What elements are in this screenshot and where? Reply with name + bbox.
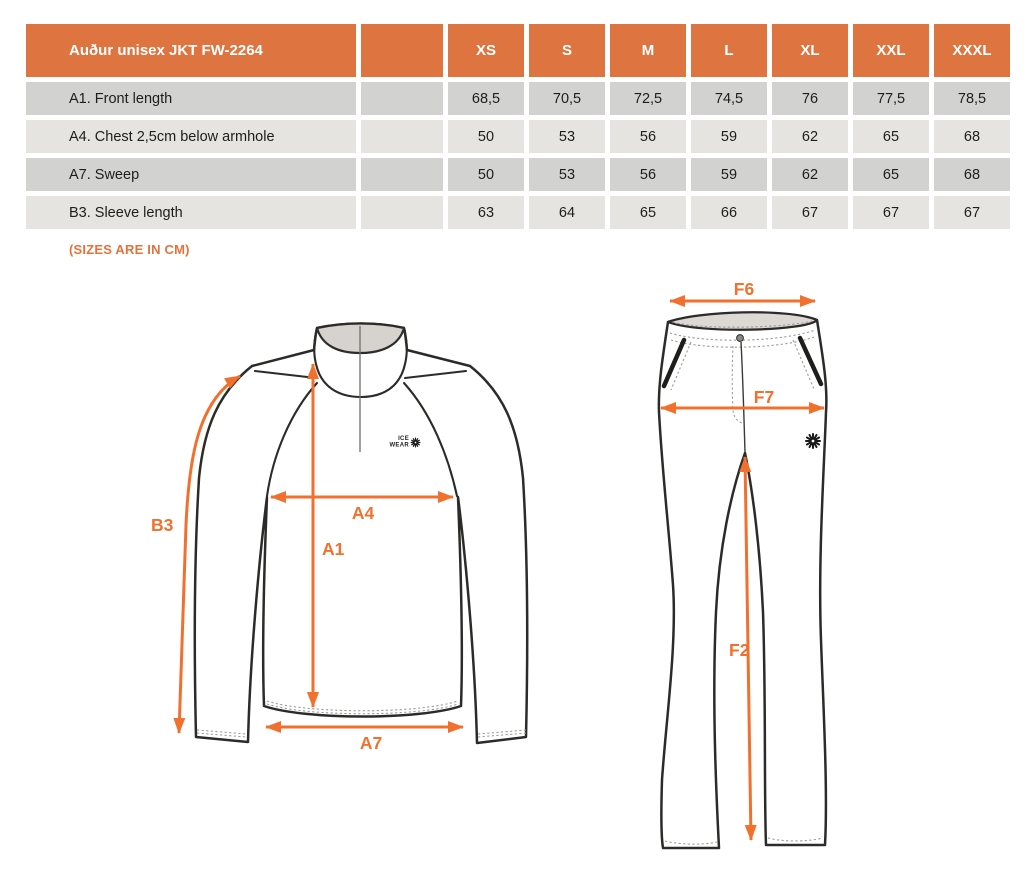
cell-value: 68 <box>934 120 1010 153</box>
table-header-row <box>26 24 1010 77</box>
a1-measure-label: A1 <box>322 539 345 559</box>
sizes-in-cm-note: (SIZES ARE IN CM) <box>69 242 190 257</box>
cell-value: 65 <box>853 158 929 191</box>
table-row <box>26 120 1010 153</box>
spacer-cell <box>361 120 443 153</box>
cell-value: 59 <box>691 158 767 191</box>
b3-measure-label: B3 <box>151 515 174 535</box>
cell-value: 67 <box>853 196 929 229</box>
cell-value: 62 <box>772 120 848 153</box>
size-header-xs: XS <box>448 24 524 77</box>
table-row <box>26 158 1010 191</box>
logo-text-wear: WEAR <box>389 442 409 449</box>
table-row <box>26 196 1010 229</box>
f2-measure-label: F2 <box>729 640 750 660</box>
size-table <box>21 19 1015 234</box>
f6-measure-label: F6 <box>733 279 755 299</box>
cell-value: 66 <box>691 196 767 229</box>
a4-measure-label: A4 <box>351 503 375 523</box>
cell-value: 50 <box>448 158 524 191</box>
jacket-diagram <box>140 295 580 780</box>
a7-measure-label: A7 <box>359 733 383 753</box>
cell-value: 62 <box>772 158 848 191</box>
cell-value: 56 <box>610 158 686 191</box>
cell-value: 68 <box>934 158 1010 191</box>
cell-value: 77,5 <box>853 82 929 115</box>
cell-value: 74,5 <box>691 82 767 115</box>
cell-value: 78,5 <box>934 82 1010 115</box>
row-label: A4. Chest 2,5cm below armhole <box>26 120 356 153</box>
pants-diagram <box>640 278 840 868</box>
size-header-l: L <box>691 24 767 77</box>
row-label: A1. Front length <box>26 82 356 115</box>
size-header-s: S <box>529 24 605 77</box>
jacket-outline <box>195 324 527 744</box>
size-header-xxl: XXL <box>853 24 929 77</box>
cell-value: 56 <box>610 120 686 153</box>
f7-measure-label: F7 <box>753 387 775 407</box>
logo-text-ice: ICE <box>398 436 409 442</box>
cell-value: 68,5 <box>448 82 524 115</box>
spacer-cell <box>361 82 443 115</box>
size-header-xxxl: XXXL <box>934 24 1010 77</box>
row-label: B3. Sleeve length <box>26 196 356 229</box>
header-spacer-cell <box>361 24 443 77</box>
product-title: Auður unisex JKT FW-2264 <box>26 24 356 77</box>
cell-value: 53 <box>529 158 605 191</box>
size-header-m: M <box>610 24 686 77</box>
cell-value: 67 <box>772 196 848 229</box>
row-label: A7. Sweep <box>26 158 356 191</box>
cell-value: 65 <box>853 120 929 153</box>
cell-value: 53 <box>529 120 605 153</box>
cell-value: 70,5 <box>529 82 605 115</box>
size-header-xl: XL <box>772 24 848 77</box>
spacer-cell <box>361 158 443 191</box>
cell-value: 59 <box>691 120 767 153</box>
cell-value: 65 <box>610 196 686 229</box>
cell-value: 50 <box>448 120 524 153</box>
cell-value: 63 <box>448 196 524 229</box>
cell-value: 64 <box>529 196 605 229</box>
cell-value: 76 <box>772 82 848 115</box>
cell-value: 72,5 <box>610 82 686 115</box>
cell-value: 67 <box>934 196 1010 229</box>
waist-button <box>737 335 744 342</box>
spacer-cell <box>361 196 443 229</box>
table-row <box>26 82 1010 115</box>
